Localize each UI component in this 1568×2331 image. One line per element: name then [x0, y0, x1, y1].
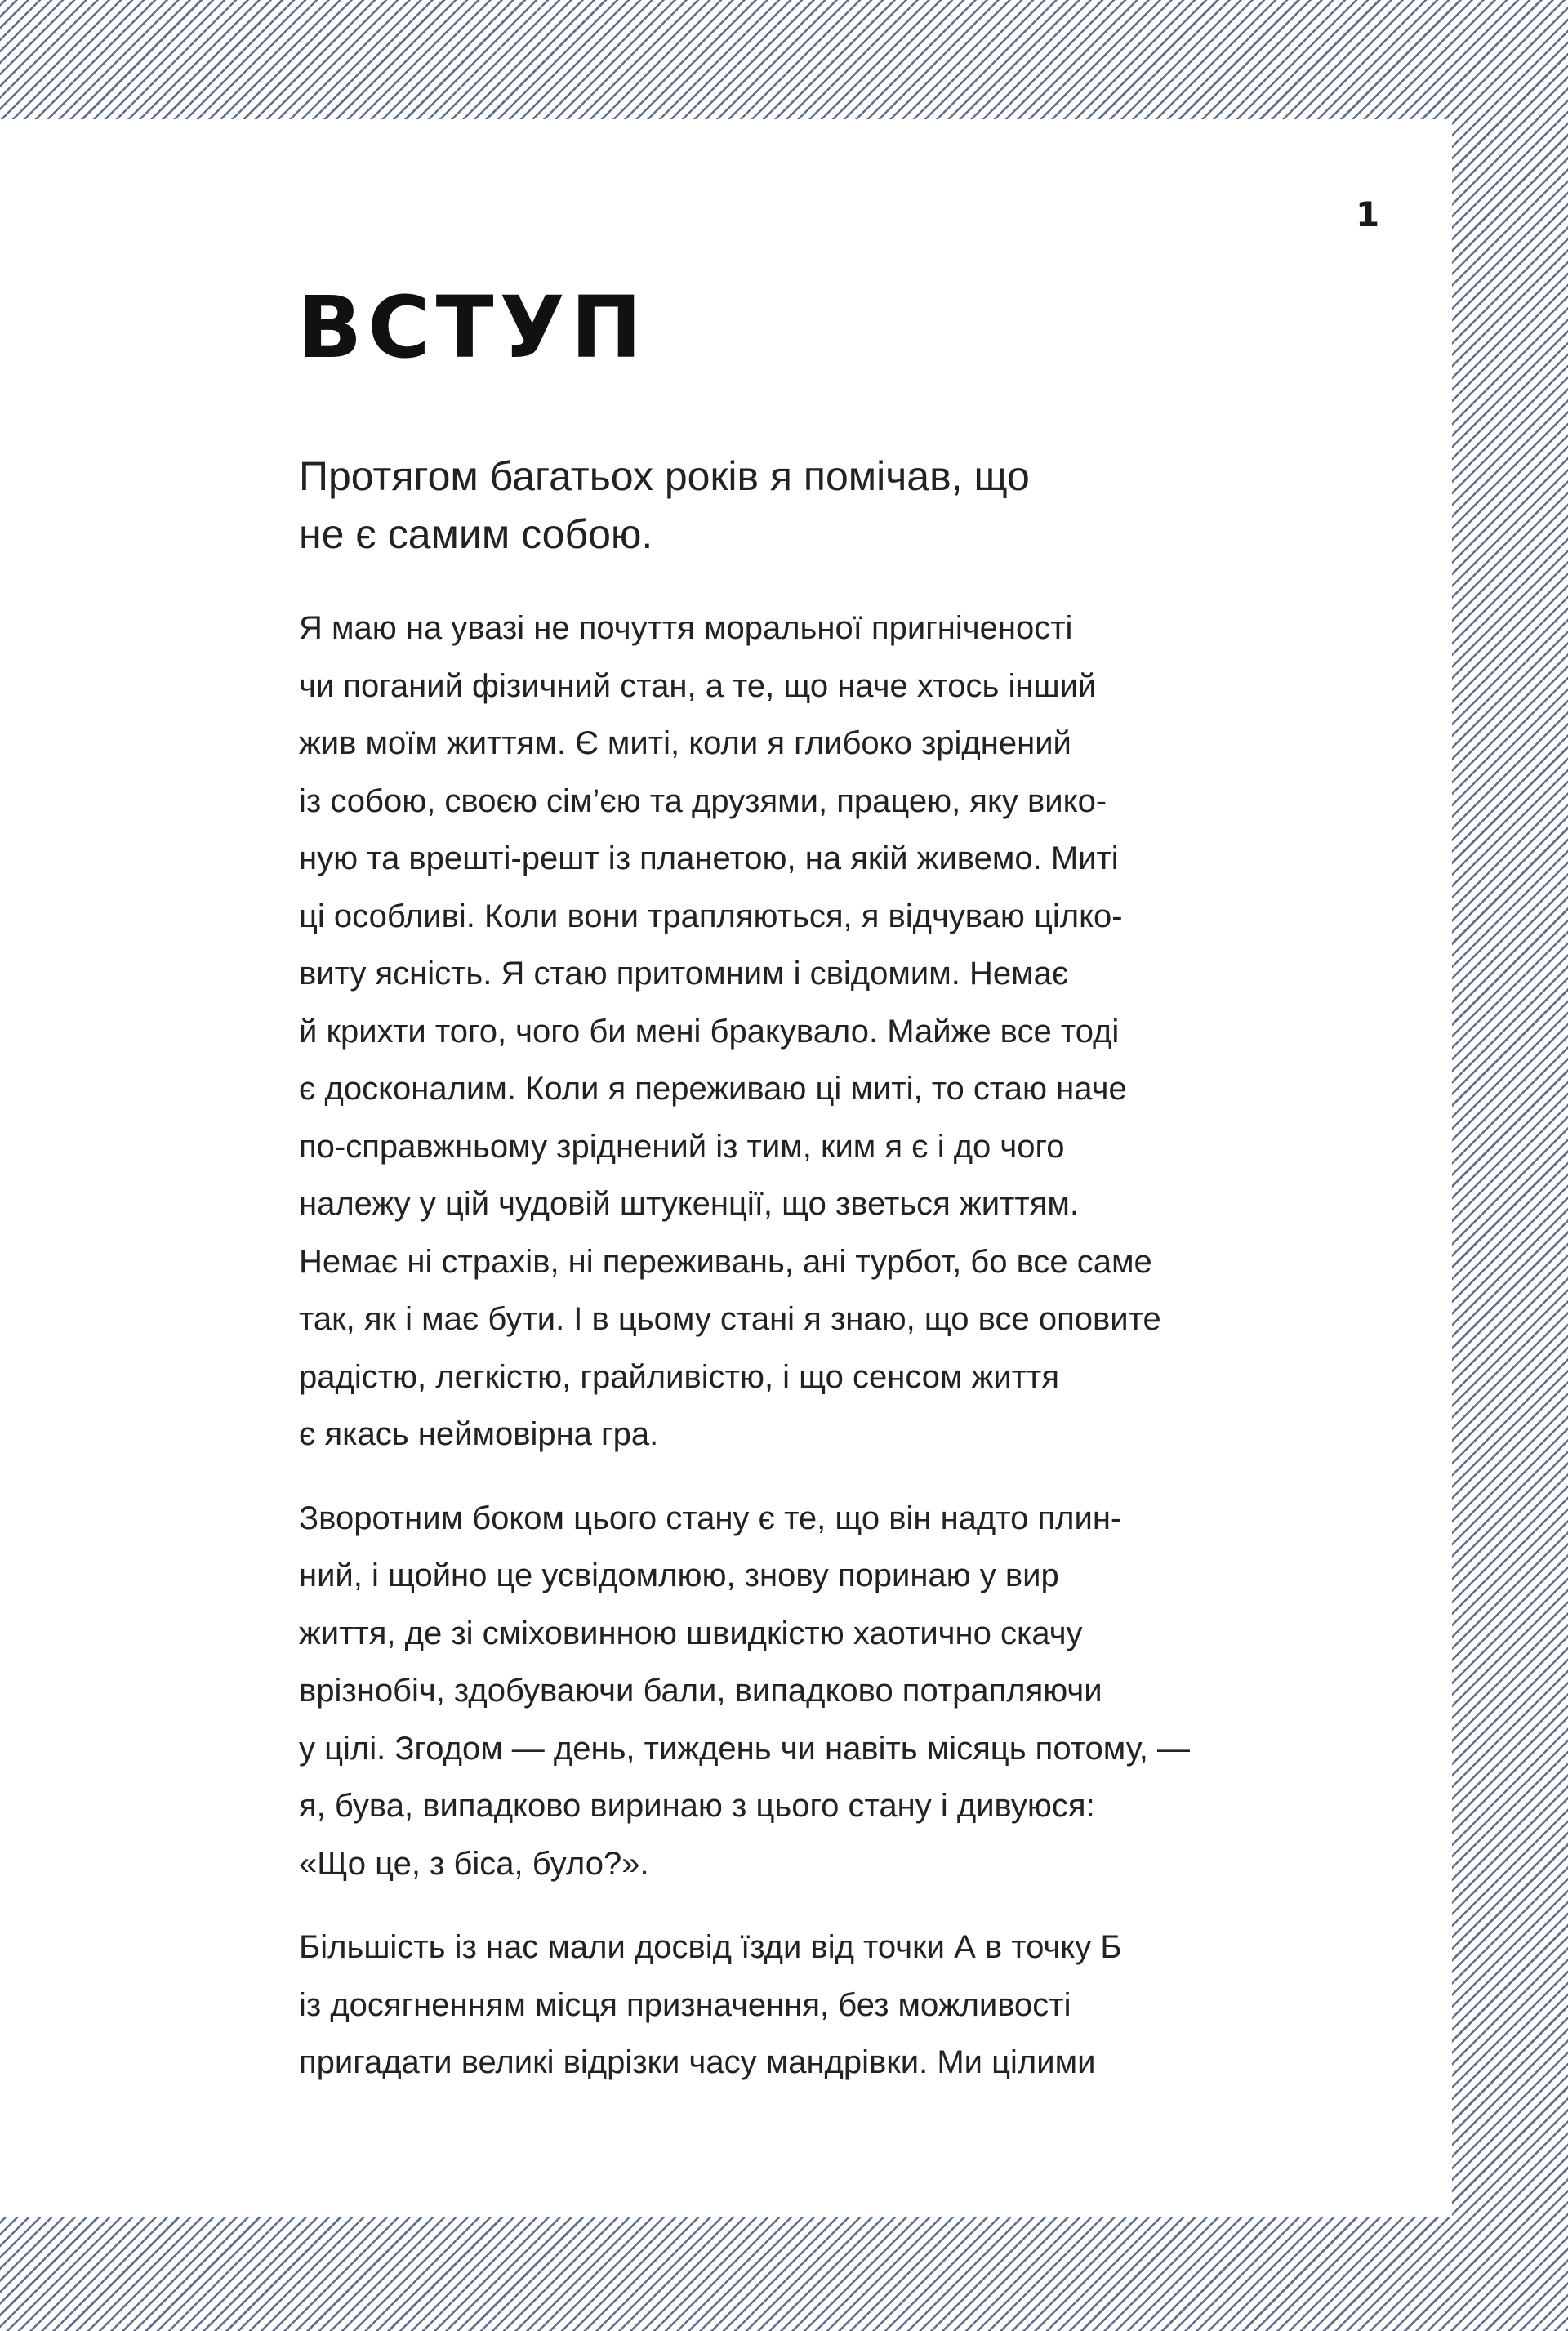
- text-line: «Що це, з біса, було?».: [299, 1845, 649, 1882]
- text-line: пригадати великі відрізки часу мандрівки. Ми цілими: [299, 2044, 1096, 2080]
- text-line: ці особливі. Коли вони трапляються, я відчуваю цілко-: [299, 898, 1123, 934]
- text-line: належу у цій чудовій штукенції, що зветься життям.: [299, 1186, 1079, 1222]
- text-line: є якась неймовірна гра.: [299, 1416, 659, 1452]
- text-line: по-справжньому зріднений із тим, ким я є і до чого: [299, 1128, 1065, 1165]
- text-line: Немає ні страхів, ні переживань, ані турбот, бо все саме: [299, 1243, 1152, 1280]
- text-line: ную та врешті-решт із планетою, на якій живемо. Миті: [299, 840, 1119, 876]
- text-line: із собою, своєю сім’єю та друзями, працею, яку вико-: [299, 782, 1107, 819]
- text-line: я, бува, випадково виринаю з цього стану і дивуюся:: [299, 1788, 1095, 1824]
- text-line: ний, і щойно це усвідомлюю, знову поринаю у вир: [299, 1558, 1059, 1593]
- text-line: Я маю на увазі не почуття моральної пригніченості: [299, 610, 1073, 646]
- text-line: чи поганий фізичний стан, а те, що наче хтось інший: [299, 667, 1097, 704]
- lead-line: не є самим собою.: [299, 510, 653, 557]
- body-paragraph-1: [299, 599, 1312, 1464]
- body-paragraph-2: [299, 1490, 1312, 1893]
- text-line: й крихти того, чого би мені бракувало. Майже все тоді: [299, 1013, 1120, 1050]
- text-line: виту ясність. Я стаю притомним і свідомим. Немає: [299, 956, 1069, 992]
- text-line: врізнобіч, здобуваючи бали, випадково потрапляючи: [299, 1673, 1102, 1709]
- body-paragraph-3: [299, 1919, 1312, 2092]
- text-line: у цілі. Згодом — день, тиждень чи навіть місяць потому, —: [299, 1730, 1190, 1767]
- lead-line: Протягом багатьох років я помічав, що: [299, 453, 1030, 499]
- chapter-title: ВСТУП: [297, 278, 648, 377]
- text-line: життя, де зі сміховинною швидкістю хаотично скачу: [299, 1615, 1083, 1651]
- text-line: є досконалим. Коли я переживаю ці миті, то стаю наче: [299, 1071, 1127, 1107]
- text-line: Більшість із нас мали досвід їзди від точки А в точку Б: [299, 1929, 1122, 1965]
- body-text: [299, 599, 1312, 2118]
- text-line: так, як і має бути. І в цьому стані я знаю, що все оповите: [299, 1301, 1161, 1337]
- text-line: жив моїм життям. Є миті, коли я глибоко зріднений: [299, 725, 1071, 761]
- book-page: [0, 119, 1452, 2217]
- page-number: 1: [1356, 194, 1380, 234]
- text-line: Зворотним боком цього стану є те, що він надто плин-: [299, 1500, 1122, 1536]
- lead-paragraph: [299, 448, 1197, 563]
- text-line: із досягненням місця призначення, без можливості: [299, 1986, 1071, 2023]
- text-line: радістю, легкістю, грайливістю, і що сенсом життя: [299, 1358, 1060, 1395]
